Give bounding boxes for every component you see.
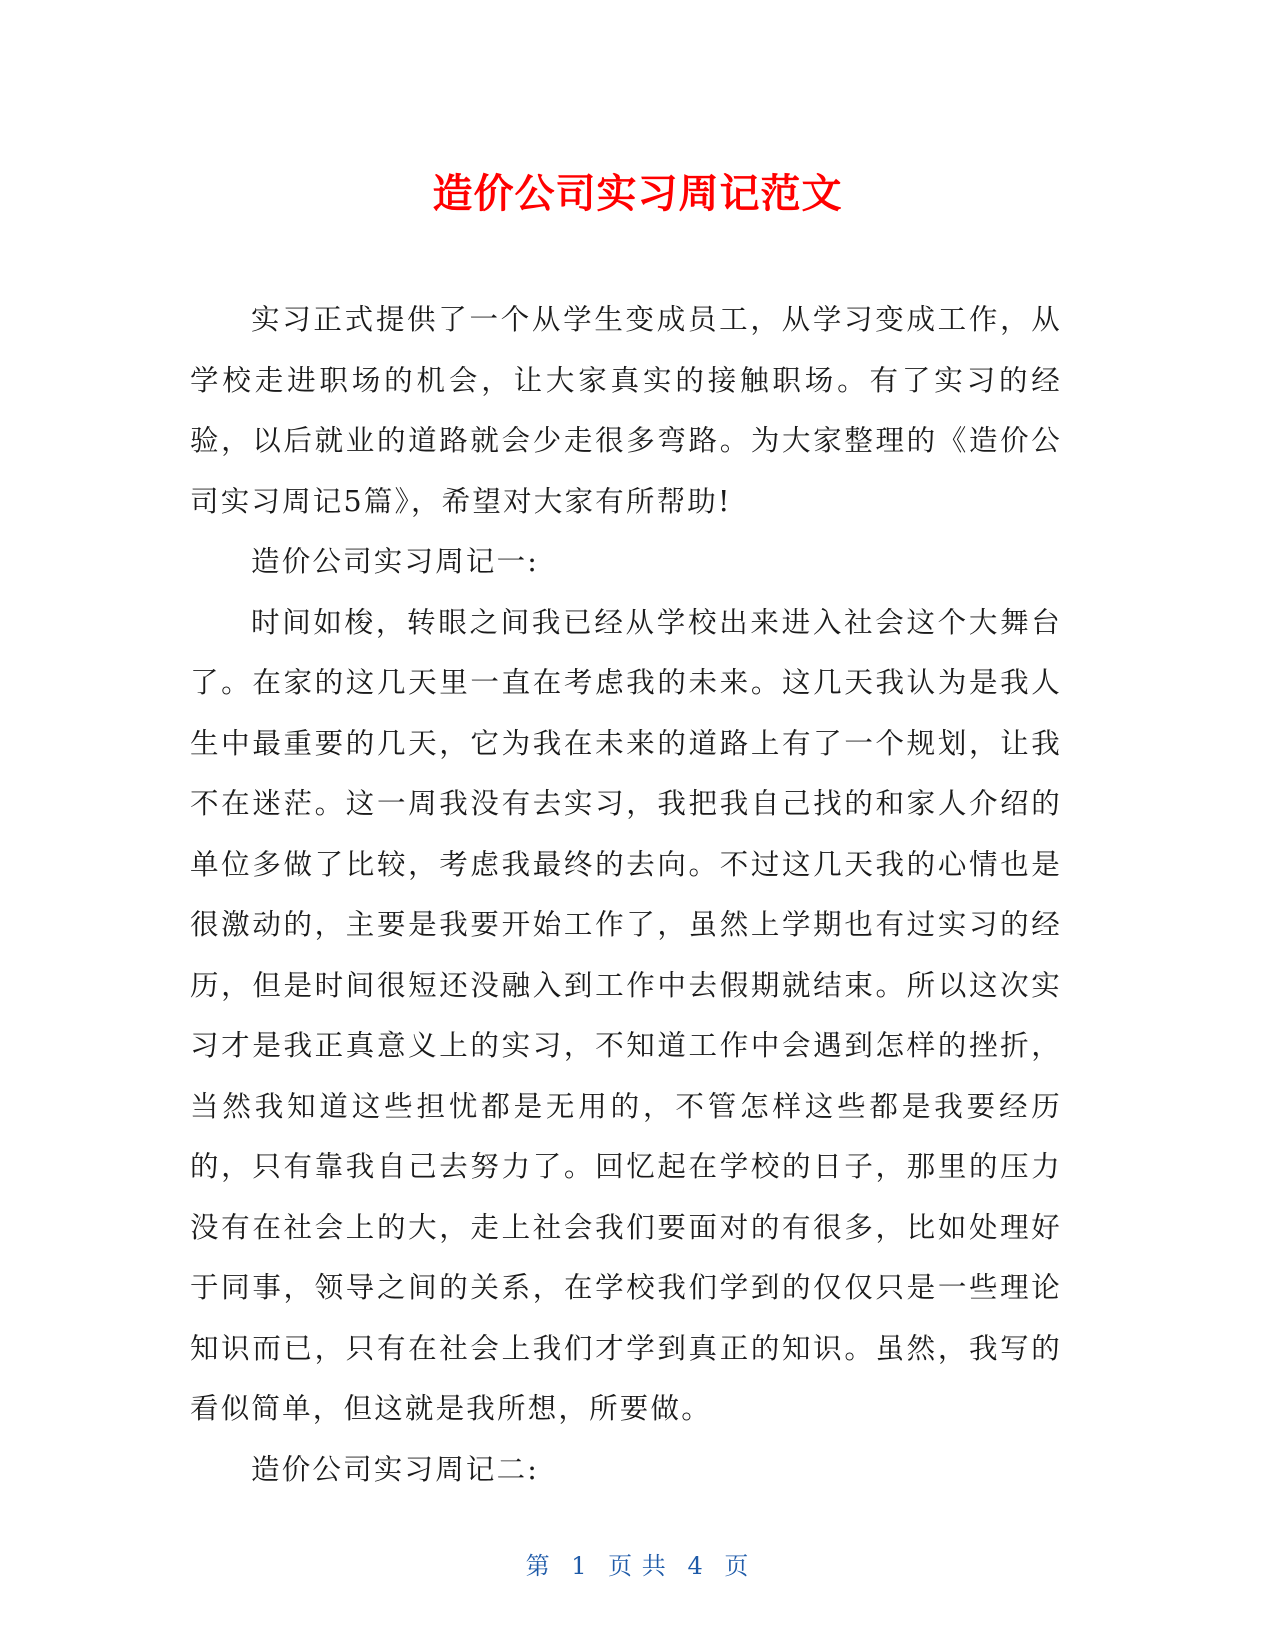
footer-suffix: 页: [724, 1552, 750, 1580]
section-heading-1: 造价公司实习周记一:: [251, 545, 540, 578]
page-footer: [0, 1546, 1275, 1581]
document-body: [190, 290, 1062, 1500]
footer-prefix: 第: [525, 1552, 551, 1580]
footer-current-page: 1: [571, 1552, 588, 1580]
footer-mid: 页 共: [608, 1552, 667, 1580]
body-paragraph-1: 时间如梭，转眼之间我已经从学校出来进入社会这个大舞台了。在家的这几天里一直在考虑我的未来。这几天我认为是我人生中最重要的几天，它为我在未来的道路上有了一个规划，让我不在迷茫。这一周我没有去实习，我把我自己找的和家人介绍的单位多做了比较，考虑我最终的去向。不过这几天我的心情也是很激动的，主要是我要开始工作了，虽然上学期也有过实习的经历，但是时间很短还没融入到工作中去假期就结束。所以这次实习才是我正真意义上的实习，不知道工作中会遇到怎样的挫折，当然我知道这些担忧都是无用的，不管怎样这些都是我要经历的，只有靠我自己去努力了。回忆起在学校的日子，那里的压力没有在社会上的大，走上社会我们要面对的有很多，比如处理好于同事，领导之间的关系，在学校我们学到的仅仅只是一些理论知识而已，只有在社会上我们才学到真正的知识。虽然，我写的看似简单，但这就是我所想，所要做。: [190, 605, 1062, 1425]
section-heading-2: 造价公司实习周记二:: [251, 1452, 540, 1486]
document-title: 造价公司实习周记范文: [432, 171, 843, 217]
intro-paragraph: 实习正式提供了一个从学生变成员工，从学习变成工作，从学校走进职场的机会，让大家真实的接触职场。有了实习的经验，以后就业的道路就会少走很多弯路。为大家整理的《造价公司实习周记5篇》，希望对大家有所帮助!: [190, 303, 1062, 518]
footer-total-pages: 4: [687, 1552, 704, 1580]
